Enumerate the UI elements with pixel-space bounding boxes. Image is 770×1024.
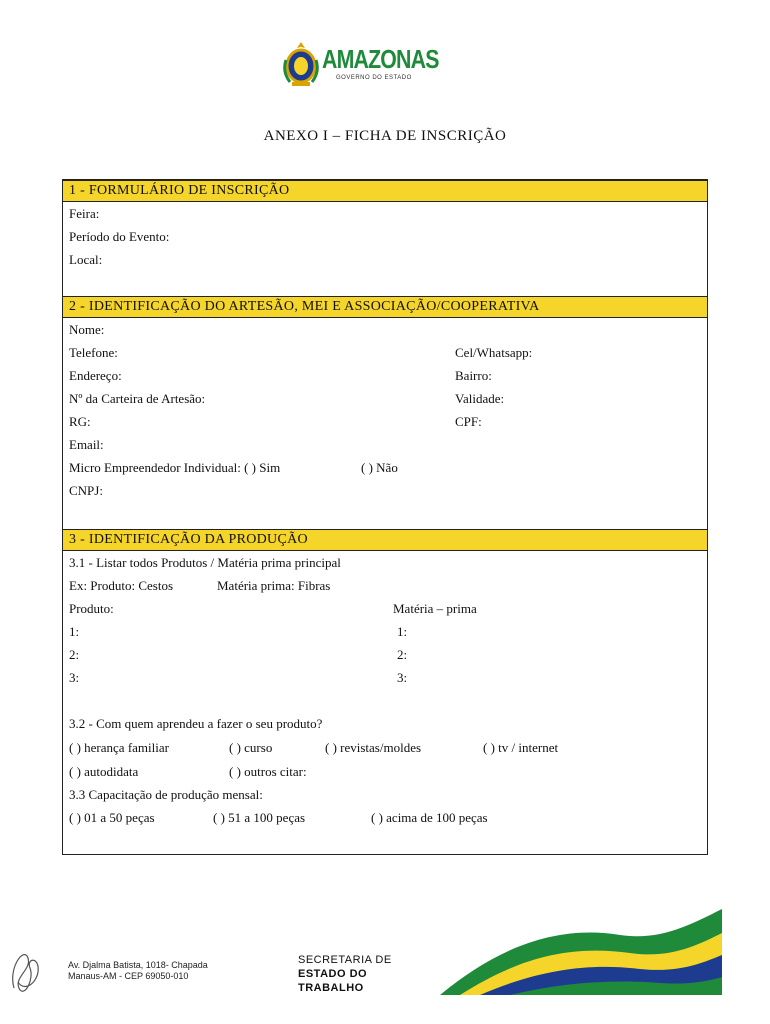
- materia-3-field[interactable]: 3:: [397, 670, 408, 685]
- secretaria-line-1: SECRETARIA DE: [298, 954, 392, 966]
- amazonas-logo: [282, 40, 439, 88]
- registration-form: [62, 179, 708, 855]
- option-tv-internet[interactable]: ( ) tv / internet: [483, 740, 559, 755]
- coat-of-arms-icon: [282, 40, 320, 88]
- cpf-field[interactable]: CPF:: [455, 414, 482, 429]
- question-3-2: 3.2 - Com quem aprendeu a fazer o seu produto?: [69, 716, 323, 731]
- cel-whatsapp-field[interactable]: Cel/Whatsapp:: [455, 345, 533, 360]
- mei-nao-checkbox[interactable]: ( ) Não: [361, 460, 398, 475]
- rg-field[interactable]: RG:: [69, 414, 91, 429]
- secretaria-line-2: ESTADO DO: [298, 968, 368, 980]
- option-51-a-100[interactable]: ( ) 51 a 100 peças: [213, 810, 306, 825]
- option-autodidata[interactable]: ( ) autodidata: [69, 764, 139, 779]
- logo-subtitle: GOVERNO DO ESTADO: [336, 75, 412, 81]
- section-3-header: 3 - IDENTIFICAÇÃO DA PRODUÇÃO: [63, 529, 707, 551]
- feira-field[interactable]: Feira:: [69, 206, 100, 221]
- option-heranca-familiar[interactable]: ( ) herança familiar: [69, 740, 169, 755]
- option-acima-100[interactable]: ( ) acima de 100 peças: [371, 810, 488, 825]
- address-line-2: Manaus-AM - CEP 69050-010: [68, 971, 189, 981]
- section-2-header: 2 - IDENTIFICAÇÃO DO ARTESÃO, MEI E ASSOCIAÇÃO/COOPERATIVA: [63, 296, 707, 318]
- telefone-field[interactable]: Telefone:: [69, 345, 118, 360]
- example-materia: Matéria prima: Fibras: [217, 578, 331, 593]
- option-curso[interactable]: ( ) curso: [229, 740, 273, 755]
- signature-mark: [4, 938, 48, 996]
- validade-field[interactable]: Validade:: [455, 391, 505, 406]
- footer-address: [68, 960, 208, 982]
- option-revistas-moldes[interactable]: ( ) revistas/moldes: [325, 740, 422, 755]
- example-produto: Ex: Produto: Cestos: [69, 578, 174, 593]
- listar-produtos-label: 3.1 - Listar todos Produtos / Matéria prima principal: [69, 555, 341, 570]
- endereco-field[interactable]: Endereço:: [69, 368, 122, 383]
- bairro-field[interactable]: Bairro:: [455, 368, 492, 383]
- mei-sim-checkbox[interactable]: Micro Empreendedor Individual: ( ) Sim: [69, 460, 281, 475]
- option-outros-citar[interactable]: ( ) outros citar:: [229, 764, 307, 779]
- nome-field[interactable]: Nome:: [69, 322, 105, 337]
- produto-1-field[interactable]: 1:: [69, 624, 80, 639]
- option-01-a-50[interactable]: ( ) 01 a 50 peças: [69, 810, 155, 825]
- footer-secretaria: [298, 953, 392, 995]
- document-title: ANEXO I – FICHA DE INSCRIÇÃO: [263, 128, 507, 144]
- cnpj-field[interactable]: CNPJ:: [69, 483, 103, 498]
- email-field[interactable]: Email:: [69, 437, 104, 452]
- materia-2-field[interactable]: 2:: [397, 647, 408, 662]
- footer-wave-decoration: [440, 905, 722, 995]
- secretaria-line-3: TRABALHO: [298, 982, 364, 994]
- logo-text: AMAZONAS: [322, 44, 439, 74]
- section-1-header: 1 - FORMULÁRIO DE INSCRIÇÃO: [63, 180, 707, 202]
- produto-3-field[interactable]: 3:: [69, 670, 80, 685]
- materia-1-field[interactable]: 1:: [397, 624, 408, 639]
- produto-column-label: Produto:: [69, 601, 114, 616]
- materia-prima-column-label: Matéria – prima: [393, 601, 477, 616]
- carteira-artesao-field[interactable]: Nº da Carteira de Artesão:: [69, 391, 206, 406]
- periodo-field[interactable]: Período do Evento:: [69, 229, 170, 244]
- question-3-3: 3.3 Capacitação de produção mensal:: [69, 787, 263, 802]
- address-line-1: Av. Djalma Batista, 1018- Chapada: [68, 960, 208, 970]
- produto-2-field[interactable]: 2:: [69, 647, 80, 662]
- local-field[interactable]: Local:: [69, 252, 103, 267]
